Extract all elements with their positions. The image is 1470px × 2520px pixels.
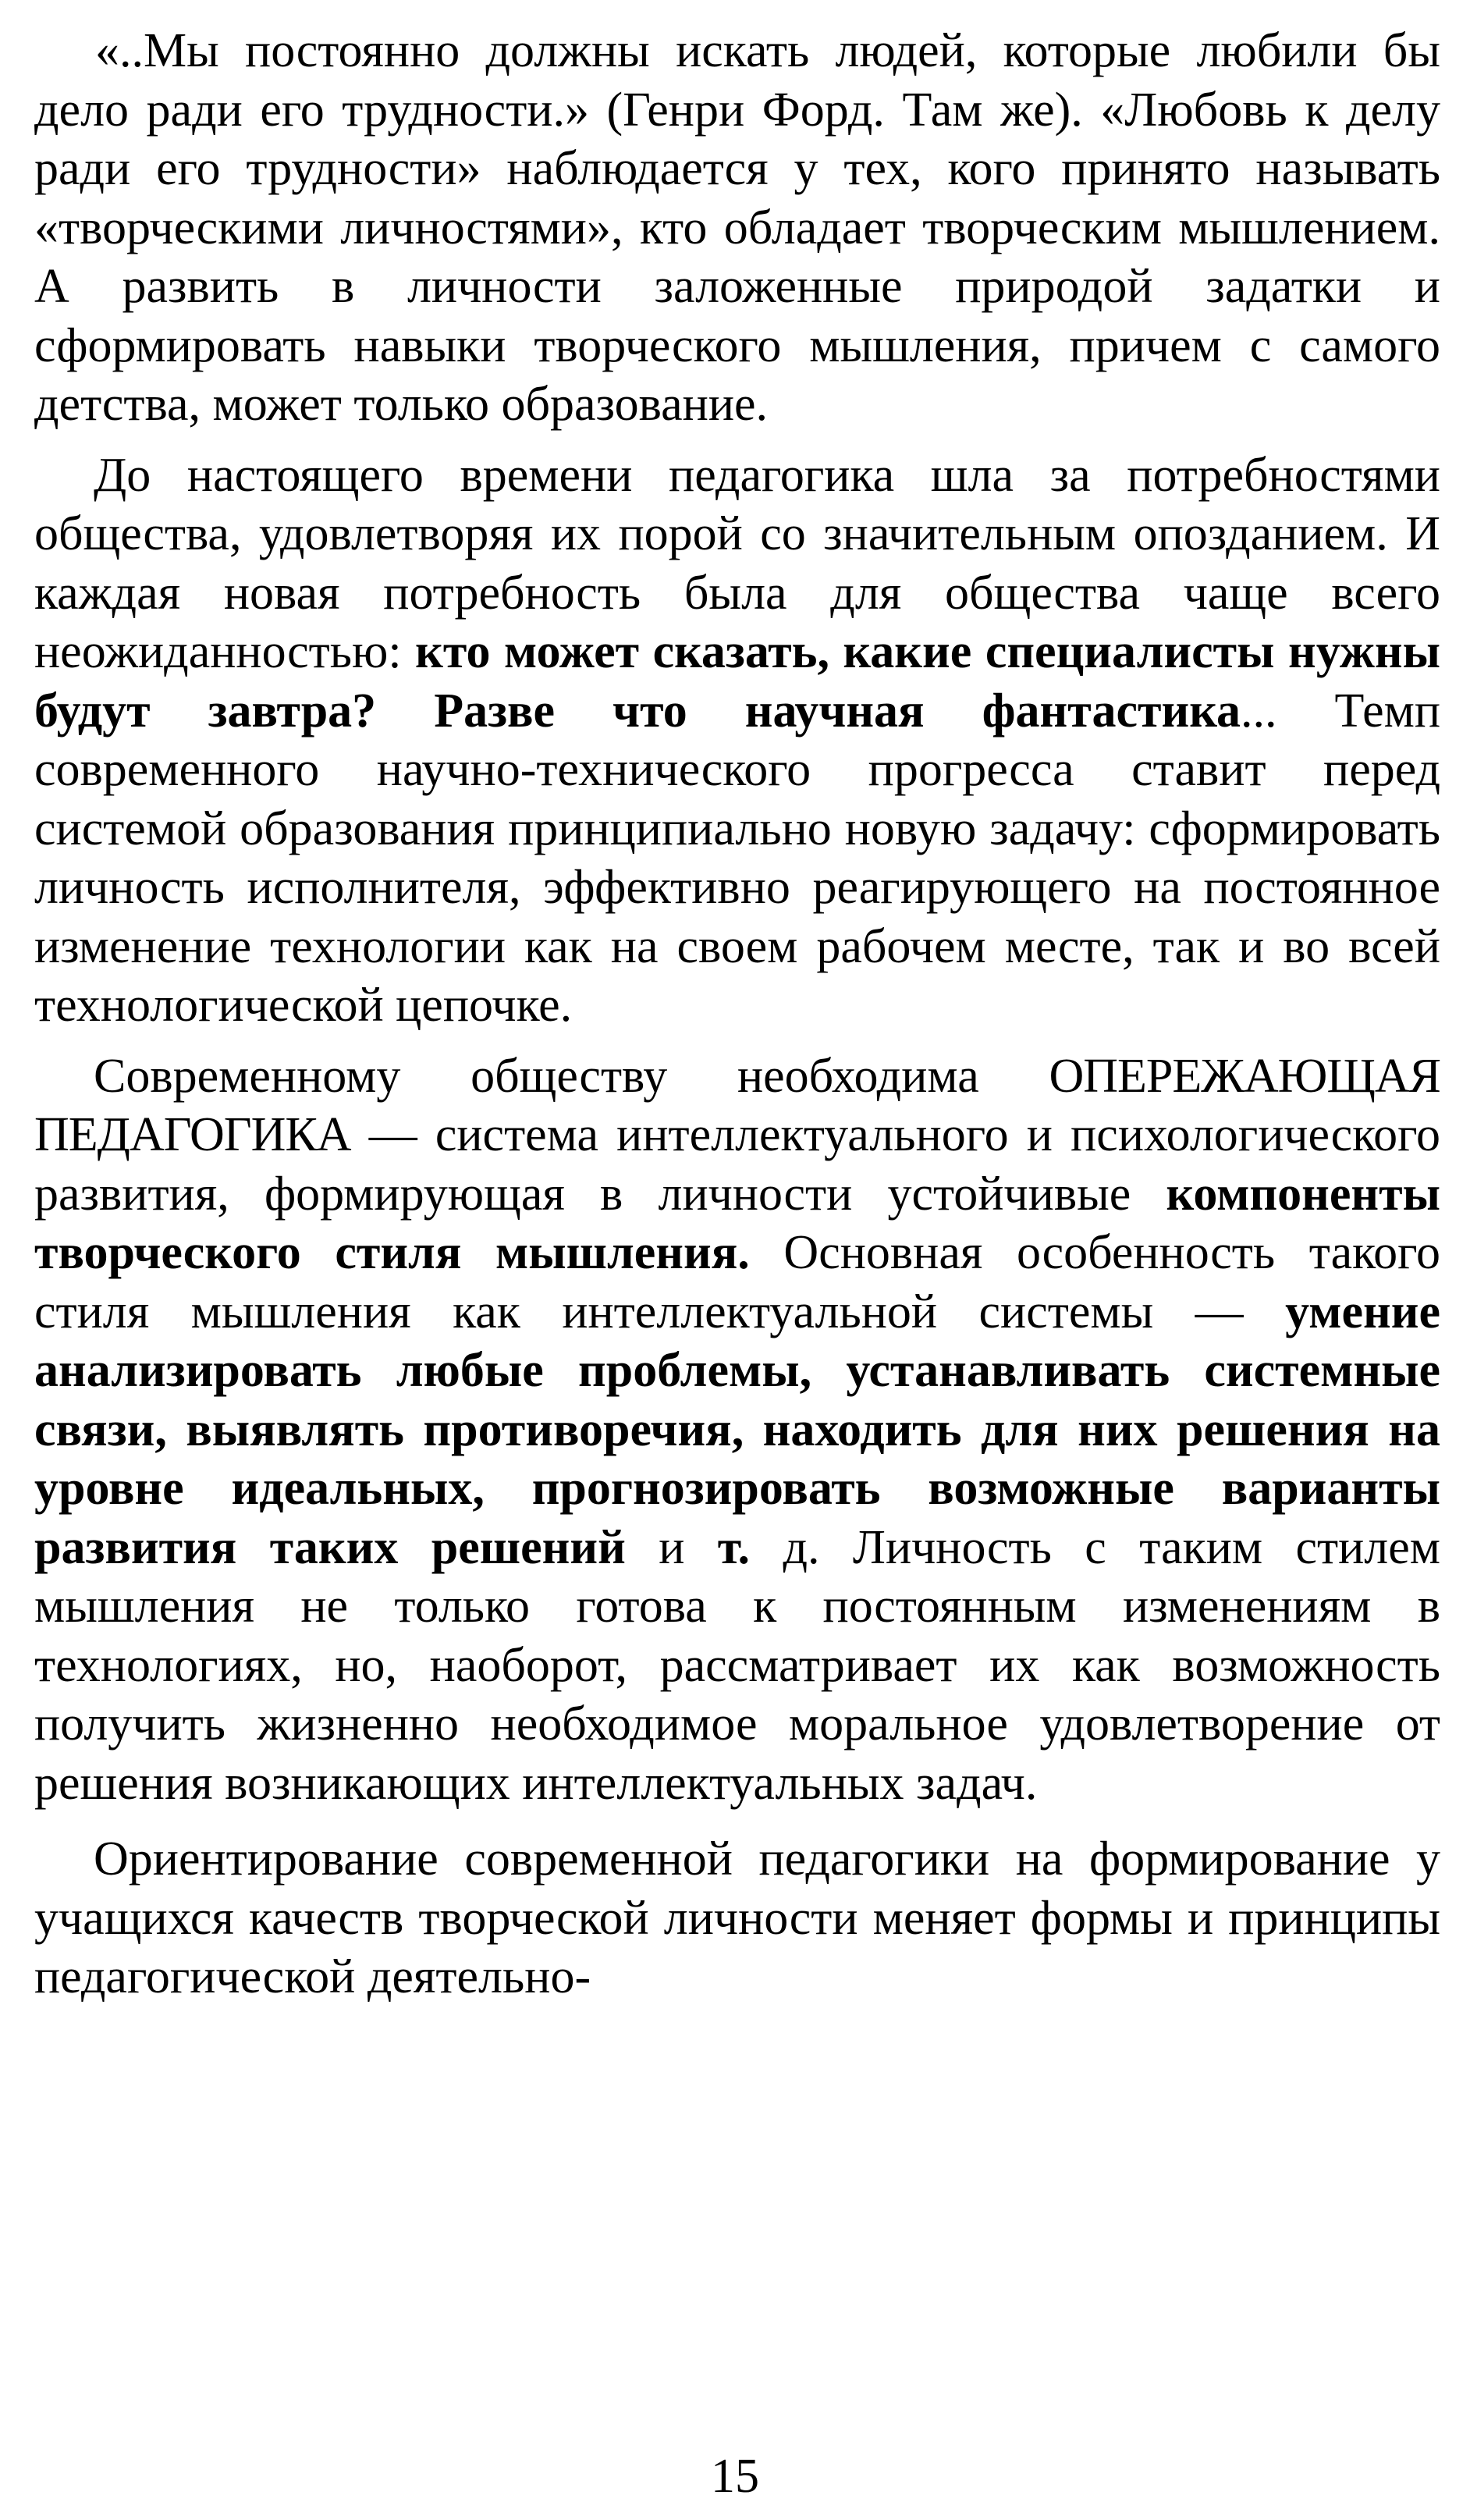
paragraph-3-emphasis-1: компоненты творческого стиля мышления. bbox=[34, 1167, 1440, 1279]
paragraph-3-text: Современному обществу необходима bbox=[94, 1049, 1049, 1103]
paragraph-3-emphasis-2: умение анализировать любые проблемы, устанавливать системные связи, выявлять противоречия, находить для них решения на уровне идеальных, прогнозировать возможные варианты развития таких решений bbox=[34, 1285, 1440, 1574]
paragraph-3-emphasis-3: т. bbox=[717, 1520, 751, 1574]
paragraph-4-text: Ориентирование современной педагогики на формирование у учащихся качеств творческой личности меняет формы и принципы педагогической деятельно- bbox=[34, 1832, 1440, 2003]
paragraph-2 bbox=[34, 446, 1440, 1036]
paragraph-3-term: ОПЕРЕЖАЮЩАЯ ПЕДАГОГИКА bbox=[34, 1049, 1440, 1161]
paragraph-3-text-4: и bbox=[625, 1520, 718, 1574]
paragraph-3-text-2: — система интеллектуального и психологического развития, формирующая в личности устойчивые bbox=[34, 1108, 1440, 1221]
paragraph-2-text: До настоящего времени педагогика шла за потребностями общества, удовлетворяя их порой со значительным опозданием. И каждая новая потребность была для общества чаще всего неожиданностью: bbox=[34, 448, 1440, 678]
paragraph-2-text-continued: ... Темп современного научно-технического прогресса ставит перед системой образования принципиально новую задачу: сформировать личность исполнителя, эффективно реагирующего на постоянное изменение технологии как на своем рабочем месте, так и во всей технологической цепочке. bbox=[34, 684, 1441, 1032]
body-text bbox=[34, 22, 1440, 2007]
paragraph-2-emphasis: кто может сказать, какие специалисты нужны будут завтра? Разве что научная фантастика bbox=[34, 625, 1441, 738]
paragraph-1-text: «..Мы постоянно должны искать людей, которые любили бы дело ради его трудности.» (Генри Форд. Там же). «Любовь к делу ради его трудности» наблюдается у тех, кого принято называть «творческими личностями», кто обладает творческим мышлением. А развить в личности заложенные природой задатки и сформировать навыки творческого мышления, причем с самого детства, может только образование. bbox=[34, 24, 1440, 431]
paragraph-4 bbox=[34, 1830, 1440, 2007]
paragraph-3-text-5: д. Личность с таким стилем мышления не только готова к постоянным изменениям в технологиях, но, наоборот, рассматривает их как возможность получить жизненно необходимое моральное удовлетворение от решения возникающих интеллектуальных задач. bbox=[34, 1520, 1440, 1810]
paragraph-1 bbox=[34, 22, 1440, 435]
paragraph-3-text-3: Основная особенность такого стиля мышления как интеллектуальной системы — bbox=[34, 1226, 1440, 1338]
page-number: 15 bbox=[711, 2450, 759, 2503]
paragraph-3 bbox=[34, 1047, 1440, 1814]
